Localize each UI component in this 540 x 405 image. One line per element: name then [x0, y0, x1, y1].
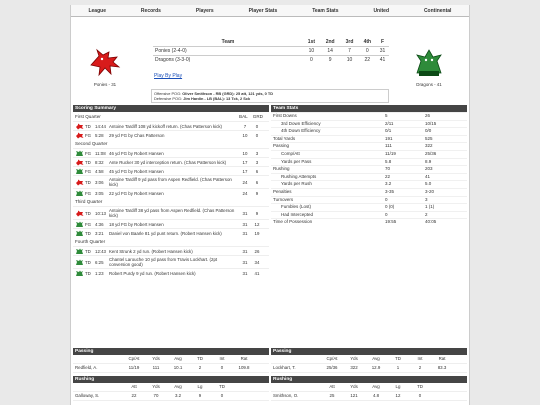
rushing-table-right [271, 376, 467, 401]
dragon-icon [75, 190, 84, 197]
stat-cell: 0 [220, 393, 224, 398]
team-logo [74, 189, 84, 197]
boxscore-page [70, 5, 470, 405]
stat-cell: 25/36 [326, 365, 338, 370]
scoring-play [73, 268, 269, 277]
q2-header: 2nd [325, 39, 335, 45]
stat-label: Time of Possession [273, 219, 313, 225]
scoring-play [73, 219, 269, 228]
column-header [273, 356, 321, 362]
stat-value-grd: 41 [425, 173, 431, 179]
stat-label: Had Intercepted [281, 211, 314, 217]
stat-value-grd: 3-20 [425, 188, 435, 194]
stat-value-bal: 0 [385, 196, 388, 202]
bal-score: 7 [243, 123, 247, 129]
passing-table-left [73, 348, 269, 373]
play-description: 45 yd FG by Robert Hansen [109, 168, 164, 174]
stat-cell: 111 [152, 365, 160, 370]
player-stats [73, 348, 467, 404]
player-row[interactable] [271, 364, 467, 373]
play-time: 4:58 [95, 168, 104, 174]
q-score: 7 [341, 47, 359, 56]
play-time: 1:23 [95, 270, 104, 276]
offensive-pog-label: Offensive POG: [154, 91, 182, 96]
play-type: TD [85, 210, 91, 216]
stat-value-grd: 1 (1) [425, 204, 435, 210]
stat-value-grd: 322 [425, 143, 433, 149]
play-description: Daniel von Baarle 81 yd punt return. (Robert Hansen kick) [109, 230, 222, 236]
stat-value-grd: 26 [425, 113, 431, 118]
team-logo [74, 247, 84, 255]
scoreboard [71, 17, 469, 102]
stat-cell: 1 [396, 365, 400, 370]
q-score: 0 [303, 56, 320, 65]
q-score: 10 [303, 47, 320, 56]
linescore-table [153, 38, 389, 64]
offensive-pog[interactable]: Oliver Smithson - RB (GRD): 25 att, 121 yds, 0 TD [182, 91, 274, 96]
rushing_r-header: Rushing [271, 376, 467, 383]
grd-score: 9 [255, 190, 259, 196]
column-header [75, 356, 123, 362]
stat-value-bal: 3-35 [385, 188, 395, 194]
team-header: Team [221, 39, 235, 45]
nav-united[interactable]: United [373, 7, 389, 14]
scoring-play [73, 246, 269, 255]
bal-score: 31 [242, 248, 248, 254]
rushing_l-header: Rushing [73, 376, 269, 383]
play-type: TD [85, 270, 91, 276]
team-logo [74, 220, 84, 228]
team-stat-row [271, 196, 467, 204]
bal-col-header: BAL [239, 114, 248, 119]
scoring-play [73, 206, 269, 219]
stat-cell: 12 [395, 393, 401, 398]
play-description: Antoine Tardiff 38 yd pass from Aspen Redfield. (Chas Patterson kick) [109, 208, 235, 218]
stat-label: Yards per Rush [281, 181, 312, 187]
play-type: TD [85, 159, 91, 165]
stat-value-grd: 3 [425, 196, 428, 202]
column-header: Att [329, 384, 335, 389]
team-stat-row [271, 180, 467, 188]
team-logo [74, 229, 84, 237]
stat-columns [271, 355, 467, 364]
column-header: Lg [395, 384, 401, 389]
stat-value-bal: 19:55 [385, 219, 397, 225]
stat-cell: 0 [220, 365, 224, 370]
player-row[interactable] [73, 392, 269, 401]
pony-icon [75, 159, 84, 166]
play-time: 11:08 [95, 150, 106, 156]
play-description: 46 yd FG by Robert Hansen [109, 150, 164, 156]
players-of-game [151, 89, 389, 103]
stat-cell: 322 [350, 365, 358, 370]
quarter-name: Third Quarter [75, 199, 103, 204]
play-time: 12:43 [95, 248, 106, 254]
player-row[interactable] [271, 392, 467, 401]
grd-score: 6 [255, 168, 259, 174]
bal-score: 10 [242, 150, 248, 156]
play-type: TD [85, 248, 91, 254]
pony-icon [87, 47, 123, 79]
q-score: 0 [359, 47, 376, 56]
grd-score: 6 [255, 179, 259, 185]
play-description: Antoine Tardiff 108 yd kickoff return. (Chas Patterson kick) [109, 123, 222, 129]
q3-header: 3rd [345, 39, 354, 45]
column-header: Avg [372, 384, 380, 389]
nav-player-stats[interactable]: Player Stats [248, 7, 278, 14]
pony-icon [75, 132, 84, 139]
column-header: Int [417, 356, 423, 361]
q-score: 9 [320, 56, 341, 65]
stat-value-bal: 22 [385, 173, 391, 179]
defensive-pog-label: Defensive POG: [154, 96, 183, 101]
grd-score: 19 [254, 230, 260, 236]
play-time: 3:05 [95, 190, 104, 196]
pony-icon [75, 179, 84, 186]
play-type: TD [85, 179, 91, 185]
stat-label: First Downs [273, 113, 297, 118]
play-time: 8:32 [95, 159, 104, 165]
stat-label: Rushing Attempts [281, 173, 317, 179]
column-header: Rat [438, 356, 446, 361]
team-logo [74, 269, 84, 277]
quarter-header [73, 139, 269, 148]
quarter-name: Second Quarter [75, 141, 108, 146]
stat-value-bal: 0/1 [385, 128, 392, 134]
quarter-name: Fourth Quarter [75, 239, 106, 244]
nav-league[interactable]: League [88, 7, 106, 14]
play-type: FG [85, 168, 92, 174]
stat-label: Passing [273, 143, 290, 149]
stat-value-grd: 8.9 [425, 158, 432, 164]
stat-label: Total Yards [273, 135, 296, 141]
final-header: F [380, 39, 385, 45]
nav-players[interactable]: Players [195, 7, 214, 14]
team-stat-row [271, 173, 467, 181]
q-score: 22 [359, 56, 376, 65]
play-description: 18 yd FG by Robert Hansen [109, 221, 164, 227]
column-header: Int [219, 356, 225, 361]
stat-cell: 2 [418, 365, 422, 370]
scoring-summary [73, 105, 269, 277]
dragon-icon [411, 47, 447, 79]
play-description: 29 yd FG by Chas Patterson [109, 132, 165, 138]
grd-score: 3 [255, 150, 259, 156]
play-type: TD [85, 259, 91, 265]
team-stat-row [271, 188, 467, 196]
team-stat-row [271, 218, 467, 226]
scoring-play [73, 157, 269, 166]
stat-label: Fumbles (Lost) [281, 204, 312, 210]
column-header: TD [219, 384, 225, 389]
quarter-header [73, 112, 269, 121]
column-header: Cp/At [326, 356, 338, 361]
column-header: Yds [152, 384, 160, 389]
linescore-row [153, 56, 389, 65]
grd-col-header: GRD [252, 114, 263, 119]
stat-value-grd: 0/0 [425, 128, 432, 134]
play-time: 14:44 [95, 123, 106, 129]
summary-columns [73, 105, 467, 277]
scoring-play [73, 130, 269, 139]
linescore-row [153, 47, 389, 56]
team-logo [74, 209, 84, 217]
grd-score: 9 [255, 210, 259, 216]
play-description: 22 yd FG by Robert Hansen [109, 190, 164, 196]
bal-score: 17 [242, 168, 248, 174]
play-time: 10:13 [95, 210, 106, 216]
dragon-icon [75, 259, 84, 266]
team-logo [74, 178, 84, 186]
nav-team-stats[interactable]: Team Stats [312, 7, 339, 14]
q4-header: 4th [363, 39, 372, 45]
stat-cell: 2 [198, 365, 202, 370]
stat-value-grd: 2 [425, 211, 428, 217]
team-logo [74, 122, 84, 130]
play-description: Robert Purdy 9 yd run. (Robert Hansen kick) [109, 270, 196, 276]
column-header [75, 384, 123, 390]
bal-score: 31 [242, 230, 248, 236]
team-logo [74, 149, 84, 157]
stat-label: Rushing [273, 166, 290, 172]
stat-cell: 83.3 [437, 365, 447, 370]
grd-score: 3 [255, 159, 259, 165]
bal-score: 10 [242, 132, 248, 138]
play-time: 6:25 [95, 259, 104, 265]
stat-columns [73, 383, 269, 392]
player-name[interactable]: Lockhart, T. [273, 365, 296, 370]
team-logo [74, 158, 84, 166]
bal-score: 31 [242, 221, 248, 227]
bal-score: 31 [242, 210, 248, 216]
nav-continental[interactable]: Continental [423, 7, 452, 14]
ponies-logo [85, 47, 125, 87]
stat-label: 4th Down Efficiency [281, 128, 321, 134]
stat-cell: 0 [418, 393, 422, 398]
bal-score: 31 [242, 270, 248, 276]
stat-cell: 11/19 [128, 365, 140, 370]
final-score: 31 [376, 47, 389, 56]
team-stats-header: Team Stats [271, 105, 467, 112]
column-header [273, 384, 321, 390]
passing_r-header: Passing [271, 348, 467, 355]
team-stat-row [271, 150, 467, 158]
column-header: Att [131, 384, 137, 389]
bal-score: 24 [242, 190, 248, 196]
bal-score: 31 [242, 259, 248, 265]
column-header: TD [197, 356, 203, 361]
column-header: TD [417, 384, 423, 389]
column-header: Rat [240, 356, 248, 361]
team-stat-row [271, 142, 467, 150]
bal-score: 17 [242, 159, 248, 165]
column-header: Yds [350, 356, 358, 361]
play-description: Chantel Larouche 10 yd pass from Travis Lockhart. (2pt conversion good) [109, 257, 218, 267]
team-stat-row [271, 158, 467, 166]
quarter-header [73, 197, 269, 206]
bal-score: 24 [242, 179, 248, 185]
stat-cell: 12.9 [371, 365, 381, 370]
grd-score: 0 [255, 132, 259, 138]
stat-label: Comp/Att [281, 150, 300, 156]
stat-label: Turnovers [273, 196, 294, 202]
team-stat-row [271, 203, 467, 211]
nav-records[interactable]: Records [140, 7, 161, 14]
dragon-icon [75, 150, 84, 157]
team-stat-row [271, 112, 467, 120]
passing_l-header: Passing [73, 348, 269, 355]
dragon-icon [75, 168, 84, 175]
q1-header: 1st [307, 39, 316, 45]
team-name: Dragons (3-3-0) [153, 56, 303, 65]
stat-value-bal: 0 [385, 211, 388, 217]
play-type: FG [85, 190, 92, 196]
stat-value-bal: 5 [385, 113, 388, 118]
away-caption: Dragons - 41 [416, 82, 442, 87]
player-name[interactable]: Smithson, O. [273, 393, 299, 398]
grd-score: 12 [254, 221, 260, 227]
play-type: FG [85, 221, 92, 227]
dragon-icon [75, 270, 84, 277]
dragon-icon [75, 230, 84, 237]
top-nav [71, 5, 469, 17]
scoring-play [73, 166, 269, 175]
dragons-logo [409, 47, 449, 87]
final-score: 41 [376, 56, 389, 65]
q-score: 14 [320, 47, 341, 56]
stat-label: 3rd Down Efficiency [281, 120, 321, 126]
scoring-play [73, 255, 269, 268]
dragon-icon [75, 248, 84, 255]
column-header: Yds [152, 356, 160, 361]
dragon-icon [75, 221, 84, 228]
stat-value-bal: 3.2 [385, 181, 392, 187]
play-type: FG [85, 150, 92, 156]
q-score: 10 [341, 56, 359, 65]
quarter-header [73, 237, 269, 246]
pony-icon [75, 123, 84, 130]
stat-cell: 9 [198, 393, 202, 398]
stat-value-bal: 0 (0) [385, 204, 395, 210]
scoring-play [73, 121, 269, 130]
grd-score: 34 [254, 259, 260, 265]
stat-cell: 109.8 [238, 365, 250, 370]
column-header: Cp/At [128, 356, 140, 361]
grd-score: 0 [255, 123, 259, 129]
home-caption: Ponies - 31 [93, 82, 117, 87]
stat-value-bal: 5.8 [385, 158, 392, 164]
stat-value-bal: 11/19 [385, 150, 396, 156]
team-stat-row [271, 127, 467, 135]
team-stat-row [271, 135, 467, 143]
stat-cell: 70 [153, 393, 159, 398]
column-header: Avg [372, 356, 380, 361]
player-name[interactable]: Galloway, S. [75, 393, 100, 398]
stat-label: Yards per Pass [281, 158, 312, 164]
stat-label: Penalties [273, 188, 292, 194]
team-logo [74, 131, 84, 139]
stat-cell: 121 [350, 393, 358, 398]
play-type: FG [85, 132, 92, 138]
stat-cell: 25 [329, 393, 335, 398]
scoring-play [73, 228, 269, 237]
stat-value-grd: 40:05 [425, 219, 437, 225]
scoring-play [73, 188, 269, 197]
stat-value-grd: 10/15 [425, 120, 437, 126]
stat-cell: 22 [131, 393, 137, 398]
grd-score: 26 [254, 248, 260, 254]
team-name: Ponies (2-4-0) [153, 47, 303, 56]
column-header: Avg [174, 384, 182, 389]
team-stat-row [271, 165, 467, 173]
team-logo [74, 258, 84, 266]
player-name[interactable]: Redfield, A. [75, 365, 98, 370]
scoring-play [73, 148, 269, 157]
stat-cell: 3.2 [174, 393, 182, 398]
team-stats [271, 105, 467, 277]
team-stat-row [271, 211, 467, 219]
stat-value-bal: 2/11 [385, 120, 394, 126]
play-type: TD [85, 230, 91, 236]
quarter-name: First Quarter [75, 114, 101, 119]
team-logo [74, 167, 84, 175]
play-time: 4:36 [95, 221, 104, 227]
stat-value-bal: 70 [385, 166, 391, 172]
play-time: 5:28 [95, 132, 104, 138]
stat-value-grd: 203 [425, 166, 433, 172]
column-header: Lg [197, 384, 203, 389]
play-description: Ante Rucker 30 yd interception return. (Chas Patterson kick) [109, 159, 227, 165]
passing-table-right [271, 348, 467, 373]
play-time: 3:21 [95, 230, 104, 236]
column-header: Yds [350, 384, 358, 389]
play-by-play-link[interactable]: Play By Play [154, 73, 183, 79]
scoring-play [73, 175, 269, 188]
stat-columns [271, 383, 467, 392]
rushing-table-left [73, 376, 269, 401]
play-description: Kent Strunk 2 yd run. (Robert Hansen kick) [109, 248, 193, 254]
column-header: Avg [174, 356, 182, 361]
player-row[interactable] [73, 364, 269, 373]
stat-columns [73, 355, 269, 364]
column-header: TD [395, 356, 401, 361]
play-description: Antoine Tardiff 9 yd pass from Aspen Redfield. (Chas Patterson kick) [109, 177, 232, 187]
stat-value-grd: 5.0 [425, 181, 432, 187]
play-type: TD [85, 123, 91, 129]
defensive-pog[interactable]: Jim Hardin - LB (BAL): 13 Tck, 2 Sck [183, 96, 251, 101]
stat-value-bal: 191 [385, 135, 393, 141]
stat-cell: 4.8 [372, 393, 380, 398]
stat-value-grd: 525 [425, 135, 433, 141]
scoring-summary-header: Scoring Summary [73, 105, 269, 112]
stat-value-bal: 111 [385, 143, 392, 149]
stat-value-grd: 25/36 [425, 150, 437, 156]
stat-cell: 10.1 [173, 365, 183, 370]
team-stat-row [271, 120, 467, 128]
play-time: 3:06 [95, 179, 104, 185]
grd-score: 41 [254, 270, 260, 276]
pony-icon [75, 210, 84, 217]
